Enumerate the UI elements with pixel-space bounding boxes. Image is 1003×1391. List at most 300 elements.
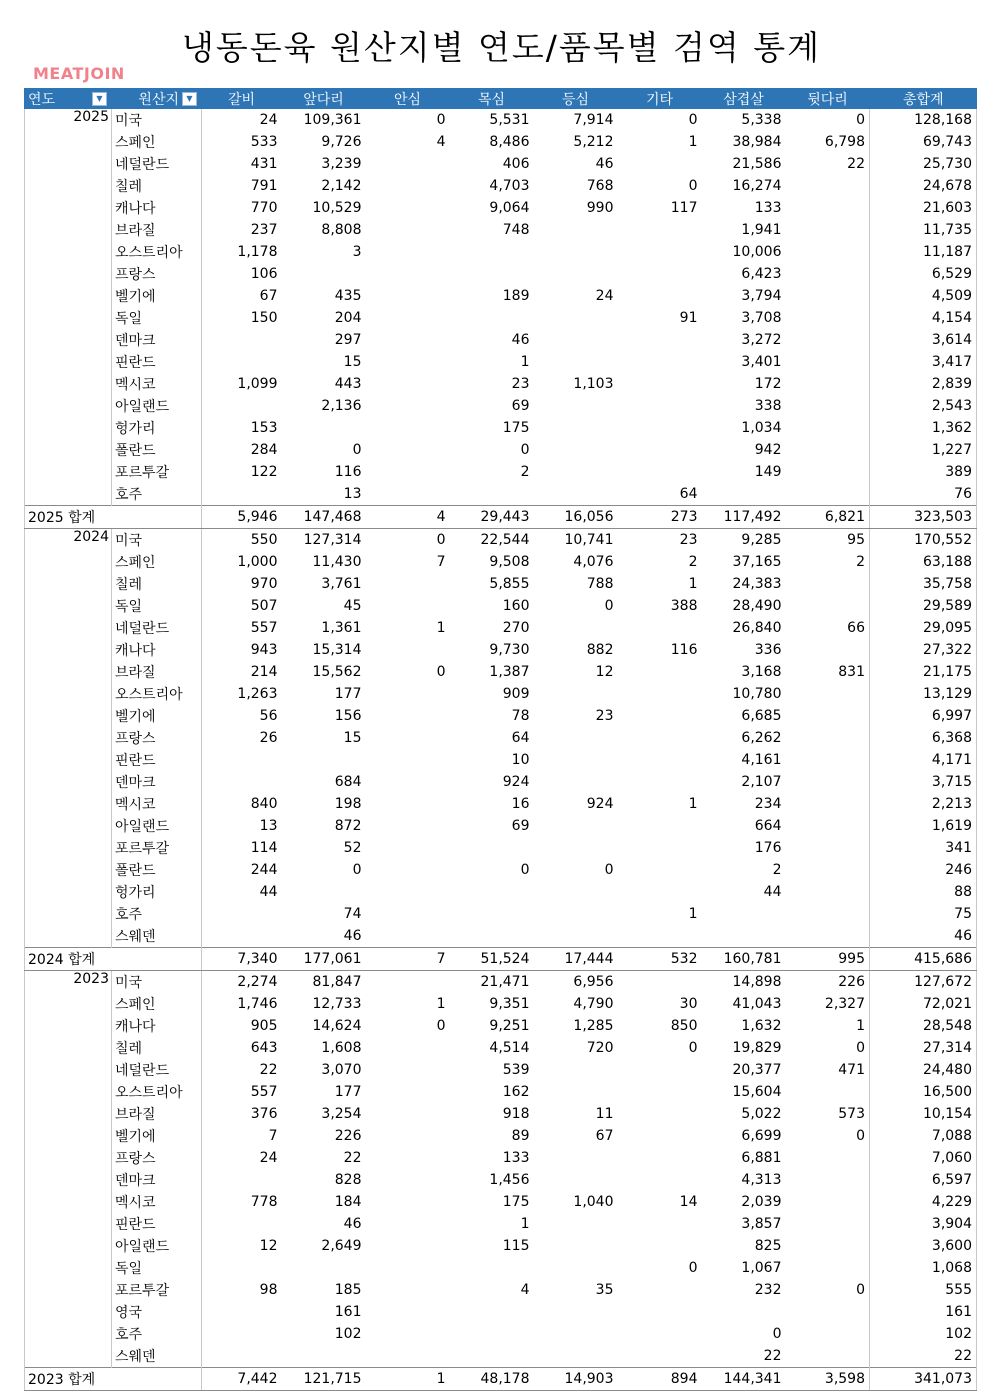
value-cell: 0	[520, 442, 530, 458]
value-cell: 214	[202, 661, 282, 683]
value-cell	[534, 1213, 618, 1235]
value-cell: 3,761	[321, 576, 362, 592]
value-cell: 4,076	[573, 554, 614, 570]
value-cell: 14	[679, 1194, 698, 1210]
value-cell: 435	[334, 288, 362, 304]
origin-cell: 캐나다	[112, 1015, 202, 1037]
value-cell: 557	[202, 617, 282, 639]
value-cell	[366, 1147, 450, 1169]
origin-cell: 네덜란드	[112, 617, 202, 639]
value-cell: 0	[520, 862, 530, 878]
value-cell	[534, 263, 618, 285]
value-cell	[618, 837, 702, 859]
origin-cell: 미국	[112, 529, 202, 552]
value-cell	[366, 1081, 450, 1103]
value-cell: 20,377	[732, 1062, 782, 1078]
origin-cell: 독일	[112, 1257, 202, 1279]
table-row	[25, 351, 977, 373]
value-cell	[786, 307, 870, 329]
value-cell	[702, 1301, 786, 1323]
value-cell: 2,327	[824, 996, 865, 1012]
value-cell	[786, 439, 870, 461]
subtotal-row	[25, 506, 977, 529]
value-cell	[786, 1147, 870, 1169]
subtotal-cell: 4	[366, 506, 450, 529]
value-cell	[534, 241, 618, 263]
origin-cell: 브라질	[112, 1103, 202, 1125]
origin-cell: 덴마크	[112, 1169, 202, 1191]
value-cell: 2,274	[202, 971, 282, 994]
table-row	[25, 617, 977, 639]
value-cell: 2,136	[321, 398, 362, 414]
value-cell	[786, 903, 870, 925]
value-cell	[618, 1345, 702, 1368]
value-cell: 156	[334, 708, 362, 724]
value-cell: 4	[436, 134, 446, 150]
origin-cell: 영국	[112, 1301, 202, 1323]
value-cell	[618, 351, 702, 373]
grand-subtotal-cell: 341,073	[870, 1368, 977, 1391]
filter-sort-icon[interactable]: ▼	[182, 92, 197, 106]
value-cell: 14,898	[732, 974, 782, 990]
value-cell	[366, 153, 450, 175]
origin-cell: 벨기에	[112, 285, 202, 307]
row-total-cell: 102	[870, 1323, 977, 1345]
row-total-cell: 10,154	[870, 1103, 977, 1125]
value-cell: 6,262	[741, 730, 782, 746]
value-cell: 74	[343, 906, 362, 922]
value-cell	[366, 1213, 450, 1235]
header-col: 등심	[534, 88, 618, 109]
value-cell	[534, 1147, 618, 1169]
subtotal-cell: 14,903	[534, 1368, 618, 1391]
row-total-cell: 4,171	[870, 749, 977, 771]
value-cell	[450, 1301, 534, 1323]
origin-cell: 폴란드	[112, 439, 202, 461]
value-cell	[786, 241, 870, 263]
row-total-cell: 170,552	[870, 529, 977, 552]
value-cell	[282, 263, 366, 285]
value-cell	[366, 683, 450, 705]
value-cell: 44	[202, 881, 282, 903]
value-cell	[202, 1301, 282, 1323]
value-cell	[786, 683, 870, 705]
value-cell	[366, 971, 450, 994]
row-total-cell: 76	[870, 483, 977, 506]
value-cell: 8,808	[321, 222, 362, 238]
value-cell	[618, 1103, 702, 1125]
subtotal-cell: 5,946	[202, 506, 282, 529]
subtotal-cell: 7,442	[202, 1368, 282, 1391]
value-cell: 172	[754, 376, 782, 392]
origin-cell: 호주	[112, 903, 202, 925]
value-cell	[702, 903, 786, 925]
value-cell: 3,272	[741, 332, 782, 348]
value-cell	[534, 683, 618, 705]
value-cell	[366, 439, 450, 461]
year-cell: 2023	[25, 971, 112, 1368]
origin-cell: 핀란드	[112, 351, 202, 373]
row-total-cell: 75	[870, 903, 977, 925]
value-cell: 24	[202, 1147, 282, 1169]
value-cell: 0	[856, 1040, 865, 1056]
value-cell: 1,263	[202, 683, 282, 705]
table-row	[25, 219, 977, 241]
origin-cell: 캐나다	[112, 197, 202, 219]
value-cell	[366, 329, 450, 351]
value-cell: 23	[511, 376, 530, 392]
value-cell	[618, 859, 702, 881]
value-cell: 1	[688, 796, 698, 812]
value-cell	[366, 815, 450, 837]
value-cell: 1,632	[741, 1018, 782, 1034]
value-cell: 924	[502, 774, 530, 790]
value-cell: 21,471	[480, 974, 530, 990]
value-cell	[450, 881, 534, 903]
value-cell: 0	[352, 442, 362, 458]
row-total-cell: 24,480	[870, 1059, 977, 1081]
value-cell	[786, 1301, 870, 1323]
origin-cell: 덴마크	[112, 329, 202, 351]
origin-cell: 네덜란드	[112, 1059, 202, 1081]
value-cell: 471	[838, 1062, 865, 1078]
value-cell: 28,490	[732, 598, 782, 614]
table-row	[25, 1037, 977, 1059]
value-cell: 23	[679, 532, 698, 548]
value-cell	[366, 1059, 450, 1081]
row-total-cell: 22	[870, 1345, 977, 1368]
value-cell: 924	[586, 796, 614, 812]
table-row	[25, 1169, 977, 1191]
value-cell: 127,314	[303, 532, 362, 548]
value-cell: 4,703	[489, 178, 530, 194]
value-cell: 185	[334, 1282, 362, 1298]
value-cell: 5,212	[573, 134, 614, 150]
value-cell: 770	[202, 197, 282, 219]
value-cell: 539	[502, 1062, 530, 1078]
subtotal-cell: 6,821	[786, 506, 870, 529]
table-row	[25, 1213, 977, 1235]
value-cell	[534, 483, 618, 506]
value-cell: 828	[334, 1172, 362, 1188]
value-cell	[786, 727, 870, 749]
row-total-cell: 7,088	[870, 1125, 977, 1147]
value-cell: 0	[688, 178, 698, 194]
origin-cell: 포르투갈	[112, 461, 202, 483]
value-cell: 1	[688, 134, 698, 150]
value-cell: 0	[856, 1128, 865, 1144]
value-cell: 6,699	[741, 1128, 782, 1144]
header-col: 삼겹살	[702, 88, 786, 109]
value-cell	[618, 153, 702, 175]
value-cell	[202, 749, 282, 771]
value-cell	[618, 749, 702, 771]
meatjoin-logo: MEATJOIN	[33, 64, 125, 83]
row-total-cell: 3,417	[870, 351, 977, 373]
origin-cell: 포르투갈	[112, 1279, 202, 1301]
value-cell: 643	[202, 1037, 282, 1059]
value-cell	[618, 661, 702, 683]
value-cell: 0	[352, 862, 362, 878]
value-cell	[534, 351, 618, 373]
value-cell: 91	[679, 310, 698, 326]
value-cell: 0	[436, 112, 446, 128]
row-total-cell: 11,735	[870, 219, 977, 241]
row-total-cell: 6,997	[870, 705, 977, 727]
value-cell	[366, 749, 450, 771]
value-cell: 22	[847, 156, 865, 172]
value-cell	[366, 859, 450, 881]
origin-cell: 스페인	[112, 131, 202, 153]
value-cell: 1	[436, 620, 446, 636]
value-cell	[786, 285, 870, 307]
table-row	[25, 639, 977, 661]
table-row	[25, 241, 977, 263]
value-cell: 7	[202, 1125, 282, 1147]
value-cell: 226	[838, 974, 865, 990]
value-cell: 7	[436, 554, 446, 570]
table-row	[25, 881, 977, 903]
value-cell	[702, 925, 786, 948]
value-cell: 0	[856, 112, 865, 128]
table-row	[25, 417, 977, 439]
row-total-cell: 24,678	[870, 175, 977, 197]
value-cell: 4,313	[741, 1172, 782, 1188]
origin-cell: 아일랜드	[112, 395, 202, 417]
value-cell	[786, 1323, 870, 1345]
value-cell: 0	[436, 1018, 446, 1034]
table-row	[25, 727, 977, 749]
value-cell: 5,338	[741, 112, 782, 128]
value-cell	[366, 1235, 450, 1257]
value-cell	[618, 925, 702, 948]
value-cell	[618, 417, 702, 439]
value-cell: 176	[754, 840, 782, 856]
value-cell	[618, 705, 702, 727]
value-cell	[618, 373, 702, 395]
origin-cell: 스웨덴	[112, 925, 202, 948]
table-row	[25, 1301, 977, 1323]
header-col: 뒷다리	[786, 88, 870, 109]
table-row	[25, 529, 977, 552]
value-cell: 81,847	[312, 974, 362, 990]
row-total-cell: 3,715	[870, 771, 977, 793]
header-origin[interactable]	[112, 88, 202, 109]
row-total-cell: 246	[870, 859, 977, 881]
table-row	[25, 1059, 977, 1081]
origin-cell: 칠레	[112, 175, 202, 197]
value-cell	[786, 1213, 870, 1235]
value-cell	[618, 1059, 702, 1081]
value-cell	[534, 461, 618, 483]
value-cell	[618, 219, 702, 241]
subtotal-cell: 7,340	[202, 948, 282, 971]
value-cell	[534, 903, 618, 925]
value-cell: 4,790	[573, 996, 614, 1012]
value-cell	[202, 1213, 282, 1235]
value-cell	[786, 219, 870, 241]
value-cell: 1,746	[202, 993, 282, 1015]
value-cell	[786, 595, 870, 617]
value-cell: 23	[595, 708, 614, 724]
value-cell	[366, 417, 450, 439]
table-row	[25, 131, 977, 153]
value-cell	[618, 1147, 702, 1169]
value-cell: 550	[202, 529, 282, 552]
header-year[interactable]	[25, 88, 112, 109]
value-cell: 12	[202, 1235, 282, 1257]
value-cell	[618, 285, 702, 307]
origin-cell: 폴란드	[112, 859, 202, 881]
value-cell	[534, 815, 618, 837]
origin-cell: 호주	[112, 1323, 202, 1345]
value-cell	[786, 373, 870, 395]
table-row	[25, 197, 977, 219]
value-cell: 9,508	[489, 554, 530, 570]
value-cell	[450, 483, 534, 506]
value-cell	[366, 285, 450, 307]
value-cell	[282, 1345, 366, 1368]
row-total-cell: 3,600	[870, 1235, 977, 1257]
value-cell	[534, 395, 618, 417]
value-cell: 149	[754, 464, 782, 480]
value-cell: 0	[436, 664, 446, 680]
value-cell: 1,941	[741, 222, 782, 238]
header-origin-label: 원산지	[138, 91, 179, 108]
value-cell	[618, 461, 702, 483]
value-cell	[786, 793, 870, 815]
value-cell: 10	[511, 752, 530, 768]
origin-cell: 벨기에	[112, 1125, 202, 1147]
value-cell	[366, 241, 450, 263]
table-row	[25, 903, 977, 925]
table-row	[25, 683, 977, 705]
row-total-cell: 3,904	[870, 1213, 977, 1235]
subtotal-cell: 177,061	[282, 948, 366, 971]
value-cell	[366, 1345, 450, 1368]
table-row	[25, 1323, 977, 1345]
table-row	[25, 595, 977, 617]
value-cell: 184	[334, 1194, 362, 1210]
value-cell: 1	[688, 906, 698, 922]
value-cell: 443	[334, 376, 362, 392]
subtotal-cell: 117,492	[702, 506, 786, 529]
value-cell: 162	[502, 1084, 530, 1100]
table-row	[25, 705, 977, 727]
value-cell	[618, 683, 702, 705]
value-cell: 1,034	[741, 420, 782, 436]
value-cell	[366, 903, 450, 925]
origin-cell: 캐나다	[112, 639, 202, 661]
value-cell	[786, 815, 870, 837]
origin-cell: 칠레	[112, 573, 202, 595]
value-cell: 0	[604, 598, 614, 614]
value-cell: 189	[502, 288, 530, 304]
value-cell: 4	[520, 1282, 530, 1298]
subtotal-cell: 121,715	[282, 1368, 366, 1391]
value-cell	[366, 307, 450, 329]
origin-cell: 아일랜드	[112, 815, 202, 837]
value-cell	[450, 925, 534, 948]
value-cell	[786, 1191, 870, 1213]
value-cell: 106	[202, 263, 282, 285]
value-cell	[450, 837, 534, 859]
value-cell: 26	[202, 727, 282, 749]
row-total-cell: 4,509	[870, 285, 977, 307]
table-row	[25, 993, 977, 1015]
value-cell: 26,840	[732, 620, 782, 636]
value-cell	[450, 1257, 534, 1279]
value-cell: 3,070	[321, 1062, 362, 1078]
table-row	[25, 793, 977, 815]
table-row	[25, 1257, 977, 1279]
table-row	[25, 1147, 977, 1169]
header-col: 안심	[366, 88, 450, 109]
value-cell	[534, 1323, 618, 1345]
row-total-cell: 27,322	[870, 639, 977, 661]
value-cell: 11	[595, 1106, 614, 1122]
origin-cell: 호주	[112, 483, 202, 506]
grand-subtotal-cell: 415,686	[870, 948, 977, 971]
value-cell: 9,064	[489, 200, 530, 216]
value-cell: 3,794	[741, 288, 782, 304]
value-cell: 11,430	[312, 554, 362, 570]
value-cell	[534, 417, 618, 439]
subtotal-label: 2025 합계	[25, 506, 202, 529]
value-cell: 0	[436, 532, 446, 548]
value-cell: 1,285	[573, 1018, 614, 1034]
table-row	[25, 1235, 977, 1257]
value-cell: 338	[754, 398, 782, 414]
value-cell: 4,161	[741, 752, 782, 768]
value-cell: 970	[202, 573, 282, 595]
value-cell: 336	[754, 642, 782, 658]
value-cell	[534, 881, 618, 903]
value-cell	[366, 1279, 450, 1301]
value-cell: 3	[352, 244, 362, 260]
table-row	[25, 1345, 977, 1368]
value-cell	[366, 1323, 450, 1345]
value-cell	[618, 1213, 702, 1235]
value-cell: 198	[334, 796, 362, 812]
value-cell	[786, 417, 870, 439]
table-row	[25, 551, 977, 573]
subtotal-label: 2023 합계	[25, 1368, 202, 1391]
year-cell: 2024	[25, 529, 112, 948]
value-cell	[366, 595, 450, 617]
value-cell	[450, 1345, 534, 1368]
value-cell: 2	[688, 554, 698, 570]
value-cell	[618, 727, 702, 749]
table-row	[25, 1081, 977, 1103]
origin-cell: 벨기에	[112, 705, 202, 727]
filter-dropdown-icon[interactable]: ▼	[92, 92, 107, 106]
value-cell	[366, 1103, 450, 1125]
value-cell: 13	[343, 486, 362, 502]
value-cell	[534, 1059, 618, 1081]
value-cell: 1,456	[489, 1172, 530, 1188]
value-cell	[618, 395, 702, 417]
value-cell: 768	[586, 178, 614, 194]
value-cell: 284	[202, 439, 282, 461]
value-cell: 0	[688, 1040, 698, 1056]
table-row	[25, 971, 977, 994]
table-row	[25, 439, 977, 461]
origin-cell: 프랑스	[112, 727, 202, 749]
value-cell	[786, 1345, 870, 1368]
origin-cell: 브라질	[112, 661, 202, 683]
value-cell: 102	[334, 1326, 362, 1342]
